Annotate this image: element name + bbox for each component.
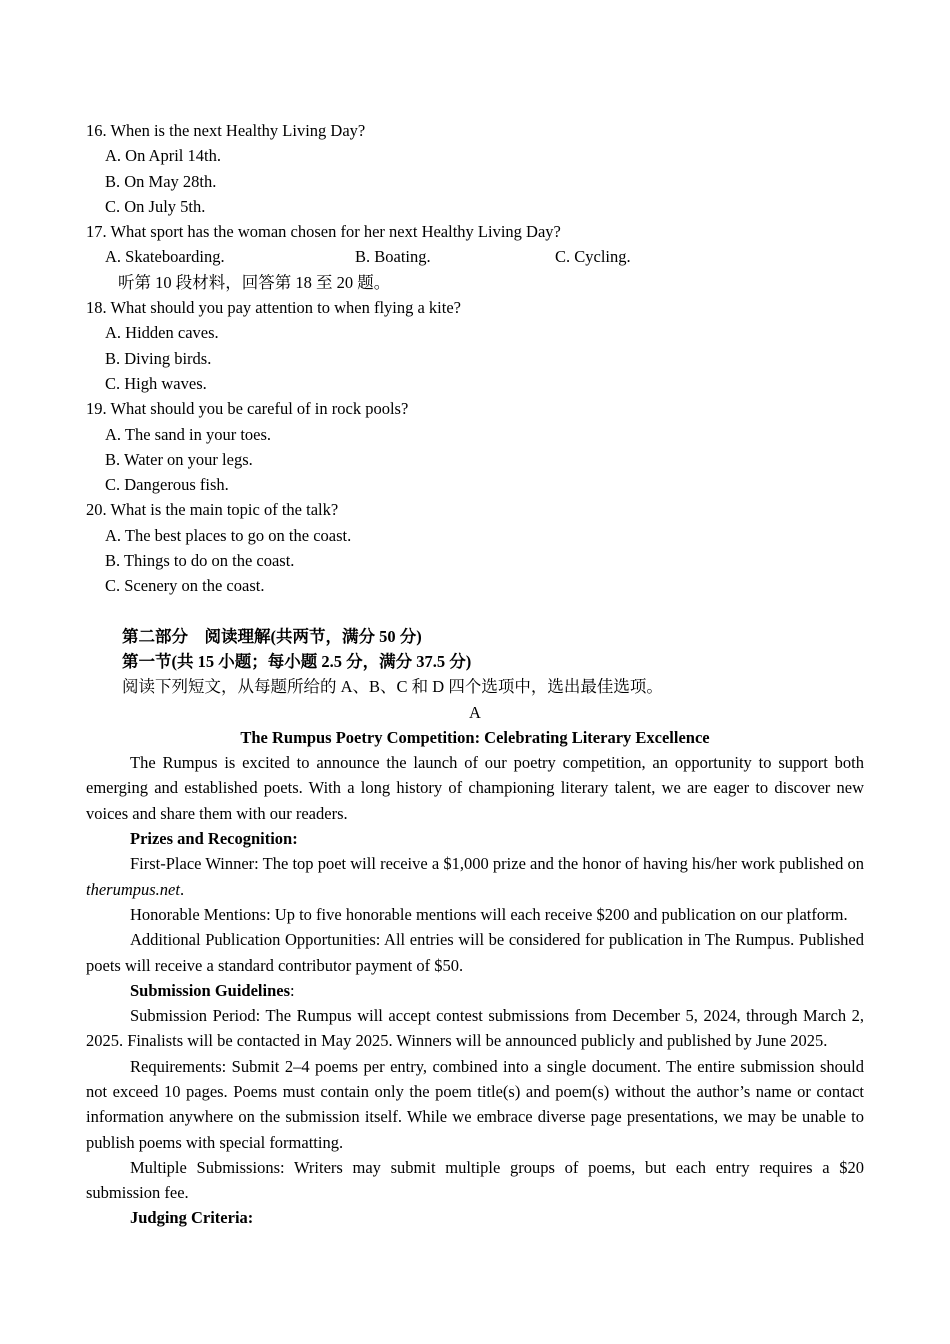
listening-questions xyxy=(86,118,864,599)
question-text: 19. What should you be careful of in rock pools? xyxy=(86,399,409,419)
option: B. Water on your legs. xyxy=(105,449,253,469)
text-segment: : xyxy=(290,980,295,1000)
option: C. On July 5th. xyxy=(105,196,206,216)
passage-paragraph xyxy=(86,750,864,826)
passage-paragraph xyxy=(86,1205,864,1230)
question-text: 16. When is the next Healthy Living Day? xyxy=(86,121,366,140)
text-segment: First-Place Winner: The top poet will receive a $1,000 prize and the honor of having his/her work published on xyxy=(130,854,864,874)
passage-paragraph xyxy=(86,1003,864,1054)
text-segment: Honorable Mentions: Up to five honorable mentions will each receive $200 and publication on our platform. xyxy=(130,904,848,924)
passage-label: A xyxy=(469,702,481,722)
question xyxy=(86,295,864,396)
options-list xyxy=(86,244,864,269)
passage-paragraph xyxy=(86,1155,864,1206)
option: B. On May 28th. xyxy=(105,171,217,191)
passage-paragraph xyxy=(86,826,864,851)
text-segment: Additional Publication Opportunities: All entries will be considered for publication in The Rumpus. Published poets will receive a standard contributor payment of $50. xyxy=(86,930,864,975)
section1-heading: 第一节(共 15 小题；每小题 2.5 分，满分 37.5 分) xyxy=(122,651,472,671)
passage-paragraph xyxy=(86,978,864,1003)
question xyxy=(86,396,864,497)
question-text: 18. What should you pay attention to when flying a kite? xyxy=(86,298,461,318)
option: A. The sand in your toes. xyxy=(105,424,272,444)
text-segment: Judging Criteria: xyxy=(130,1208,254,1228)
option: C. High waves. xyxy=(105,373,207,393)
option: A. Skateboarding. xyxy=(105,247,225,267)
passage-paragraph xyxy=(86,927,864,978)
text-segment: Prizes and Recognition: xyxy=(130,829,298,849)
reading-instructions: 阅读下列短文，从每题所给的 A、B、C 和 D 四个选项中，选出最佳选项。 xyxy=(122,677,663,697)
text-segment: Requirements: Submit 2–4 poems per entry, combined into a single document. The entire submission should not exceed 10 pages. Poems must contain only the poem title(s) and poem(s) without the author’s name or contact information anywhere on the submission itself. While we embrace diverse page presentations, we may be unable to publish poems with special formatting. xyxy=(86,1056,864,1152)
option: A. On April 14th. xyxy=(105,146,221,166)
question xyxy=(86,219,864,295)
question xyxy=(86,497,864,598)
text-segment: . xyxy=(179,879,185,899)
options-list xyxy=(86,320,864,396)
text-segment: The Rumpus is excited to announce the launch of our poetry competition, an opportunity to support both emerging and established poets. With a long history of championing literary talent, we are eager to discover new voices and share them with our readers. xyxy=(86,753,864,823)
text-segment: Submission Period: The Rumpus will accept contest submissions from December 5, 2024, through March 2, 2025. Finalists will be contacted in May 2025. Winners will be announced publicly and published by June 2025. xyxy=(86,1006,864,1051)
reading-section-header xyxy=(86,624,864,700)
options-list xyxy=(86,143,864,219)
question-text: 20. What is the main topic of the talk? xyxy=(86,500,339,520)
question-text: 17. What sport has the woman chosen for her next Healthy Living Day? xyxy=(86,222,561,242)
options-list xyxy=(86,523,864,599)
text-segment: therumpus.net xyxy=(86,879,180,899)
passage-body xyxy=(86,750,864,1231)
option: B. Diving birds. xyxy=(105,348,212,368)
option: C. Dangerous fish. xyxy=(105,475,229,495)
option: C. Scenery on the coast. xyxy=(105,576,265,596)
passage-paragraph xyxy=(86,902,864,927)
listening-material-note: 听第 10 段材料，回答第 18 至 20 题。 xyxy=(118,272,391,292)
option: A. The best places to go on the coast. xyxy=(105,525,352,545)
passage-paragraph xyxy=(86,1054,864,1155)
passage-paragraph xyxy=(86,851,864,902)
text-segment: Submission Guidelines xyxy=(130,980,291,1000)
options-list xyxy=(86,422,864,498)
option: B. Things to do on the coast. xyxy=(105,551,295,571)
option: B. Boating. xyxy=(355,247,431,267)
question xyxy=(86,118,864,219)
text-segment: Multiple Submissions: Writers may submit multiple groups of poems, but each entry requires a $20 submission fee. xyxy=(86,1157,864,1203)
passage-title: The Rumpus Poetry Competition: Celebrating Literary Excellence xyxy=(240,727,710,747)
option: A. Hidden caves. xyxy=(105,323,219,343)
part2-heading: 第二部分 阅读理解(共两节，满分 50 分) xyxy=(122,626,422,646)
option: C. Cycling. xyxy=(555,247,631,267)
